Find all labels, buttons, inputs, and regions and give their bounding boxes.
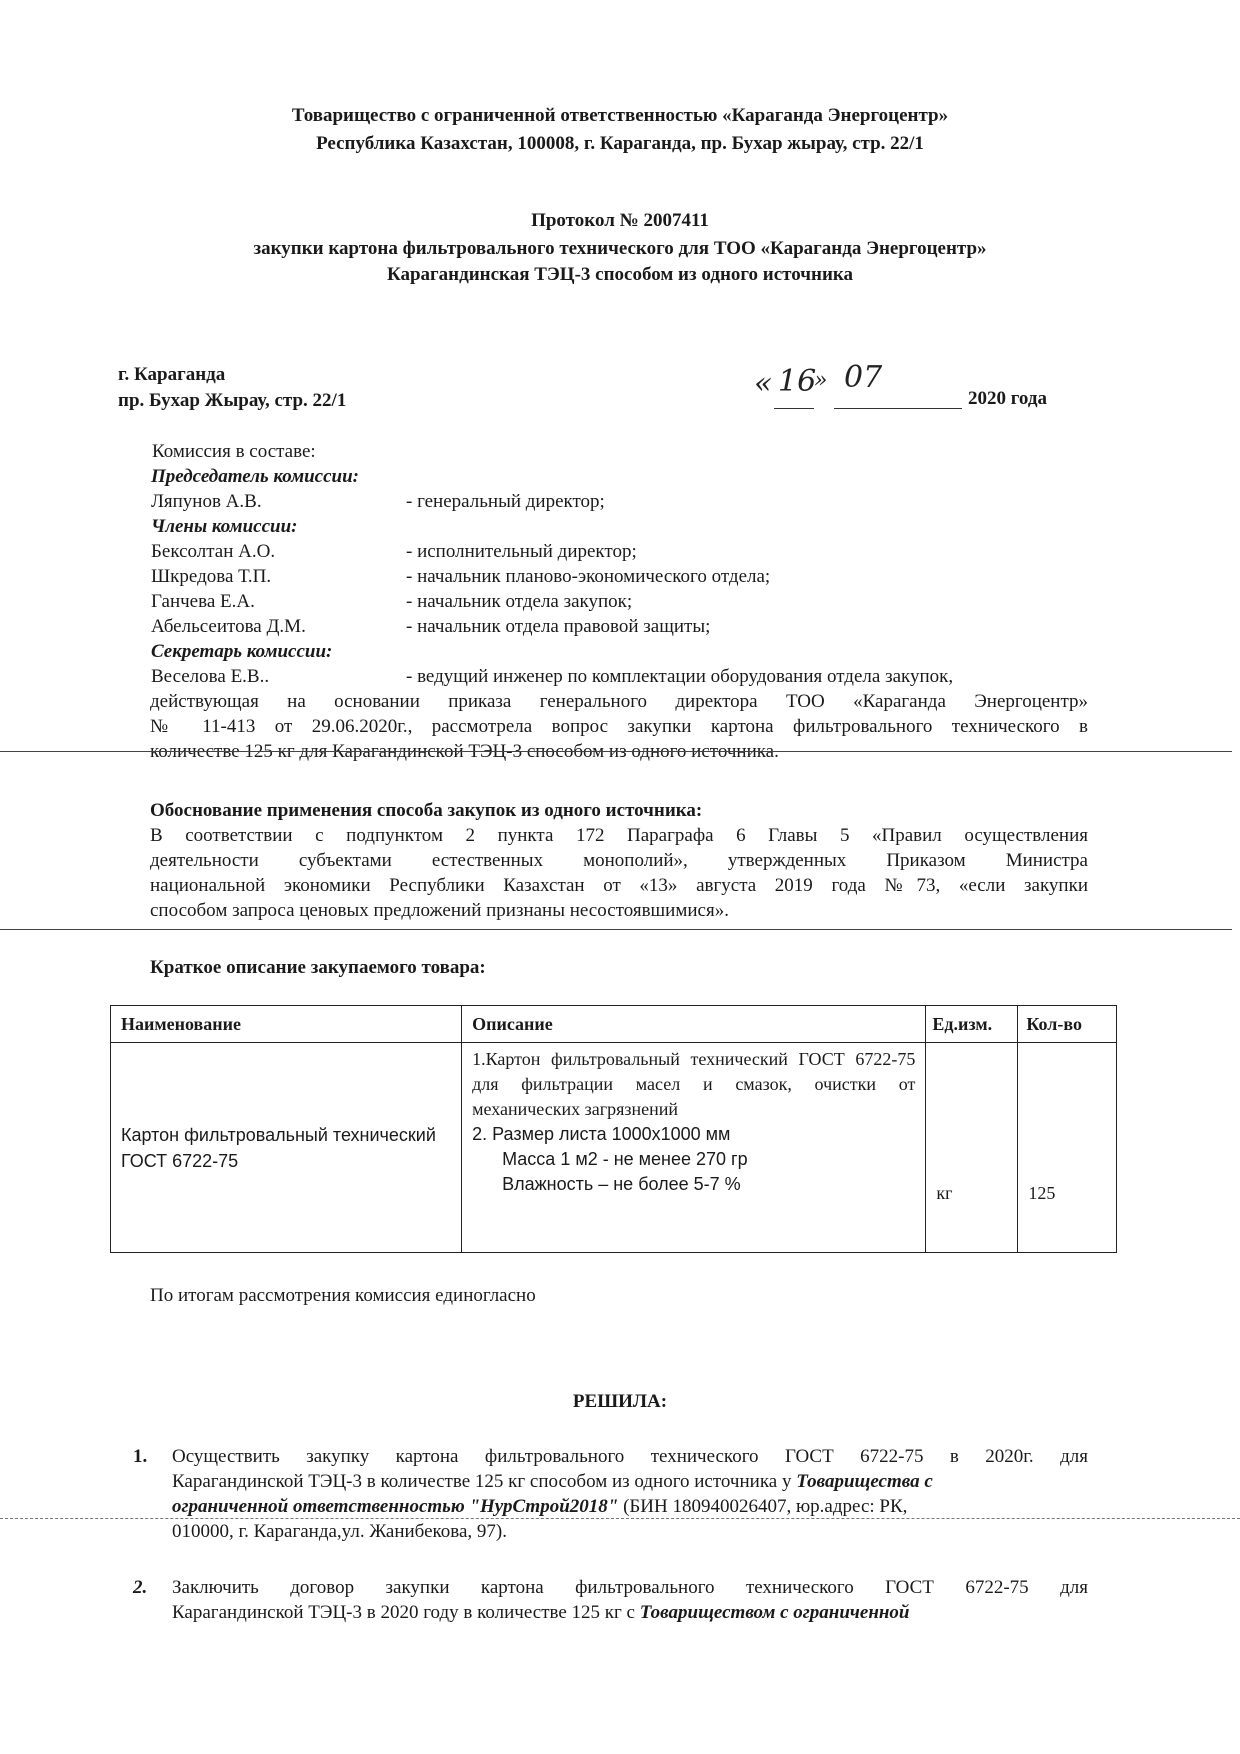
place-city: г. Караганда xyxy=(118,364,226,385)
chair-name: Ляпунов А.В. xyxy=(151,491,262,512)
company-name: Товарищество с ограниченной ответственностью «Караганда Энергоцентр» xyxy=(291,105,949,126)
date-day: 16 xyxy=(778,364,817,399)
member-name: Ганчева Е.А. xyxy=(151,591,255,612)
place-address: пр. Бухар Жырау, стр. 22/1 xyxy=(118,390,347,411)
goods-description xyxy=(462,1043,926,1253)
justification-line: В соответствии с подпунктом 2 пункта 172 Параграфа 6 Главы 5 «Правил осуществления xyxy=(150,825,1088,846)
decision-item-line xyxy=(172,1471,1088,1493)
decision-text: Карагандинской ТЭЦ-3 в количестве 125 кг способом из одного источника у xyxy=(172,1471,797,1492)
goods-table xyxy=(110,1005,1117,1253)
secretary-name: Веселова Е.В.. xyxy=(151,666,270,687)
scan-line xyxy=(0,1518,1240,1519)
scan-line xyxy=(0,929,1232,930)
document-date xyxy=(750,360,1070,412)
column-header-description: Описание xyxy=(462,1006,926,1043)
goods-name: Картон фильтровальный технический ГОСТ 6722-75 xyxy=(111,1043,462,1253)
member-role: - начальник отдела закупок; xyxy=(406,591,633,612)
decision-text: Карагандинской ТЭЦ-3 в 2020 году в количестве 125 кг с xyxy=(172,1602,640,1623)
description-line: Масса 1 м2 - не менее 270 гр xyxy=(502,1149,748,1169)
member-role: - исполнительный директор; xyxy=(406,541,637,562)
column-header-unit: Ед.изм. xyxy=(926,1006,1018,1043)
decision-item-number: 2. xyxy=(133,1577,148,1598)
protocol-subject: закупки картона фильтровального технического для ТОО «Караганда Энергоцентр» xyxy=(253,238,987,259)
scan-line xyxy=(0,751,1232,752)
goods-quantity: 125 xyxy=(1018,1043,1117,1253)
member-name: Бексолтан А.О. xyxy=(151,541,276,562)
chair-heading: Председатель комиссии: xyxy=(151,466,359,487)
decision-item-line: Заключить договор закупки картона фильтровального технического ГОСТ 6722-75 для xyxy=(172,1577,1088,1598)
column-header-name: Наименование xyxy=(111,1006,462,1043)
supplier-details: (БИН 180940026407, юр.адрес: РК, xyxy=(618,1496,908,1517)
description-line: 1.Картон фильтровальный технический ГОСТ 6722-75 для фильтрации масел и смазок, очистки от механических загрязнений xyxy=(472,1049,916,1119)
justification-line: национальной экономики Республики Казахстан от «13» августа 2019 года №73, «если закупки xyxy=(150,875,1088,896)
description-line: Влажность – не более 5-7 % xyxy=(502,1174,741,1194)
chair-role: - генеральный директор; xyxy=(406,491,605,512)
justification-line: способом запроса ценовых предложений признаны несостоявшимися». xyxy=(150,900,729,921)
justification-line: деятельности субъектами естественных монополий», утвержденных Приказом Министра xyxy=(150,850,1088,871)
member-name: Абельсеитова Д.М. xyxy=(151,616,306,637)
secretary-role: - ведущий инженер по комплектации оборудования отдела закупок, xyxy=(406,666,954,687)
members-heading: Члены комиссии: xyxy=(151,516,298,537)
company-address: Республика Казахстан, 100008, г. Караганда, пр. Бухар жырау, стр. 22/1 xyxy=(316,133,924,154)
commission-text-line: № 11-413 от 29.06.2020г., рассмотрела вопрос закупки картона фильтровального технического в xyxy=(150,716,1088,737)
supplier-name: Товариществом с ограниченной xyxy=(639,1602,910,1623)
protocol-subject-line2: Карагандинская ТЭЦ-3 способом из одного источника xyxy=(386,264,854,285)
decision-heading: РЕШИЛА: xyxy=(572,1391,668,1412)
result-intro: По итогам рассмотрения комиссия единогласно xyxy=(150,1285,536,1306)
date-open-quote: « xyxy=(754,366,773,401)
decision-item-line: Осуществить закупку картона фильтровального технического ГОСТ 6722-75 в 2020г. для xyxy=(172,1446,1088,1467)
decision-item-line xyxy=(172,1496,1088,1518)
decision-item-number: 1. xyxy=(133,1446,148,1467)
commission-text-line: количестве 125 кг для Карагандинской ТЭЦ-3 способом из одного источника. xyxy=(150,741,779,762)
goods-heading: Краткое описание закупаемого товара: xyxy=(150,957,486,978)
decision-item-line xyxy=(172,1602,1088,1624)
date-month: 07 xyxy=(844,360,883,395)
description-line: 2. Размер листа 1000х1000 мм xyxy=(472,1124,731,1144)
member-role: - начальник планово-экономического отдела; xyxy=(406,566,771,587)
member-role: - начальник отдела правовой защиты; xyxy=(406,616,711,637)
commission-text-line: действующая на основании приказа генерального директора ТОО «Караганда Энергоцентр» xyxy=(150,691,1088,712)
secretary-heading: Секретарь комиссии: xyxy=(151,641,333,662)
commission-intro: Комиссия в составе: xyxy=(152,441,316,462)
protocol-number: Протокол № 2007411 xyxy=(531,210,709,231)
column-header-quantity: Кол-во xyxy=(1018,1006,1117,1043)
decision-item-line: 010000, г. Караганда,ул. Жанибекова, 97). xyxy=(172,1521,507,1542)
goods-unit: кг xyxy=(926,1043,1018,1253)
date-year: 2020 года xyxy=(968,388,1047,409)
table-row xyxy=(111,1043,1117,1253)
supplier-name: Товарищества с xyxy=(796,1471,933,1492)
supplier-name: ограниченной ответственностью "НурСтрой2018" xyxy=(172,1496,619,1517)
justification-heading: Обоснование применения способа закупок из одного источника: xyxy=(150,800,703,821)
date-close-quote: » xyxy=(814,368,828,393)
member-name: Шкредова Т.П. xyxy=(151,566,272,587)
